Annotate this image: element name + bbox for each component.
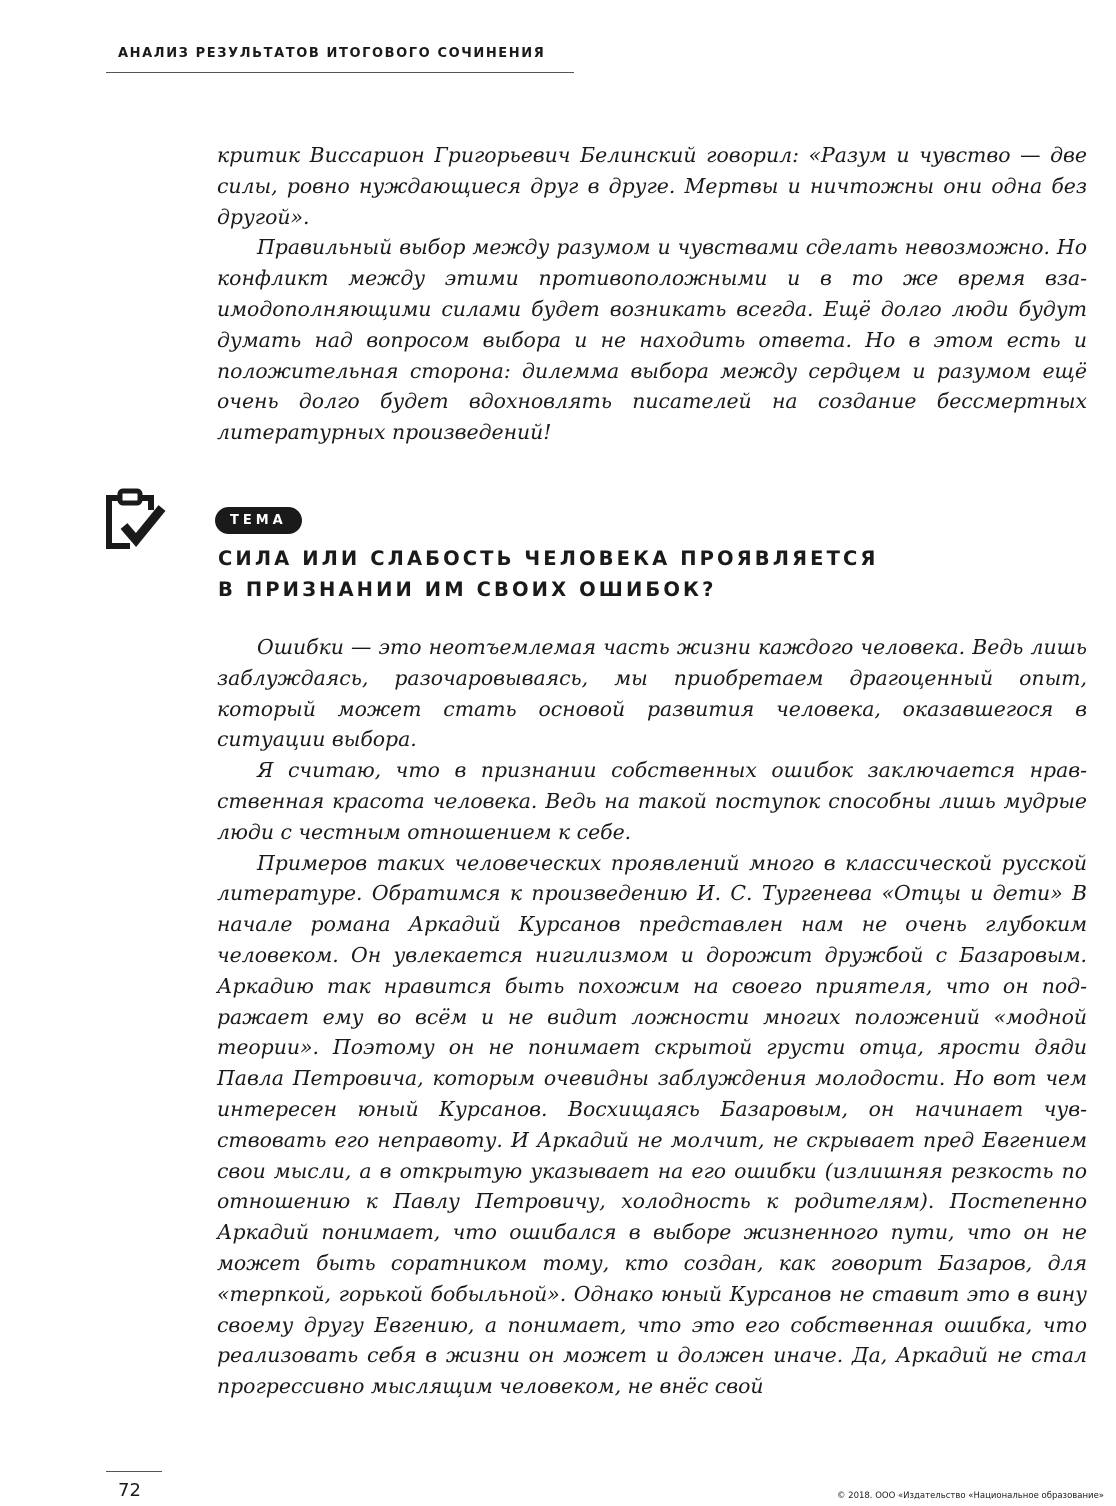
footer-rule [106,1471,162,1472]
running-head: АНАЛИЗ РЕЗУЛЬТАТОВ ИТОГОВОГО СОЧИНЕНИЯ [118,46,546,61]
topic-badge: ТЕМА [215,507,302,534]
essay-body [217,632,1087,1402]
paragraph: Правильный выбор между разумом и чувствами сделать невозможно. Но конфликт между этими противоположными и в то же время взаимодополняющими силами будет возникать всегда. Ещё долго люди будут думать над вопросом выбора и не находить ответа. Но в этом есть и положительная сторона: дилемма выбора между сердцем и разумом ещё очень долго будет вдохновлять писателей на создание бессмертных литературных произведений! [217,235,1087,445]
topic-title [218,543,1098,605]
previous-essay-ending [217,140,1087,448]
topic-title-line: СИЛА ИЛИ СЛАБОСТЬ ЧЕЛОВЕКА ПРОЯВЛЯЕТСЯ [218,547,879,570]
copyright-notice: © 2018. ООО «Издательство «Национальное образование» [836,1491,1104,1501]
topic-title-line: В ПРИЗНАНИИ ИМ СВОИХ ОШИБОК? [218,578,717,601]
header-rule [106,72,574,73]
clipboard-check-icon [102,486,168,552]
paragraph: критик Виссарион Григорьевич Белинский говорил: «Разум и чувство — две силы, ровно нуждающиеся друг в друге. Мертвы и ничтожны они одна без другой». [217,143,1087,229]
page-number: 72 [118,1480,141,1501]
paragraph: Ошибки — это неотъемлемая часть жизни каждого человека. Ведь лишь заблуждаясь, разочаровываясь, мы приобретаем драгоценный опыт, который может стать основой развития человека, оказавшегося в ситуации выбора. [217,635,1087,752]
paragraph: Примеров таких человеческих проявлений много в классической русской литературе. Обратимся к произведению И. С. Тургенева «Отцы и дети» В начале романа Аркадий Курсанов представлен нам не очень глубоким человеком. Он увлекается нигилизмом и дорожит дружбой с Базаровым. Аркадию так нравится быть похожим на своего приятеля, что он подражает ему во всём и не видит ложности многих положений «модной теории». Поэтому он не понимает скрытой грусти отца, ярости дяди Павла Петровича, которым очевидны заблуждения молодости. Но вот чем интересен юный Курсанов. Восхищаясь Базаровым, он начинает чувствовать его неправоту. И Аркадий не молчит, не скрывает пред Евгением свои мысли, а в открытую указывает на его ошибки (излишняя резкость по отношению к Павлу Петровичу, холодность к родителям). Постепенно Аркадий понимает, что ошибался в выборе жизненного пути, что он не может быть соратником тому, кто создан, как говорит Базаров, для «терпкой, горькой бобыльной». Однако юный Курсанов не ставит это в вину своему другу Евгению, а понимает, что это его собственная ошибка, что реализовать себя в жизни он может и должен иначе. Да, Аркадий не стал прогрессивно мыслящим человеком, не внёс свой [217,850,1087,1399]
paragraph: Я считаю, что в признании собственных ошибок заключается нравственная красота человека. Ведь на такой поступок способны лишь мудрые люди с честным отношением к себе. [217,758,1087,844]
